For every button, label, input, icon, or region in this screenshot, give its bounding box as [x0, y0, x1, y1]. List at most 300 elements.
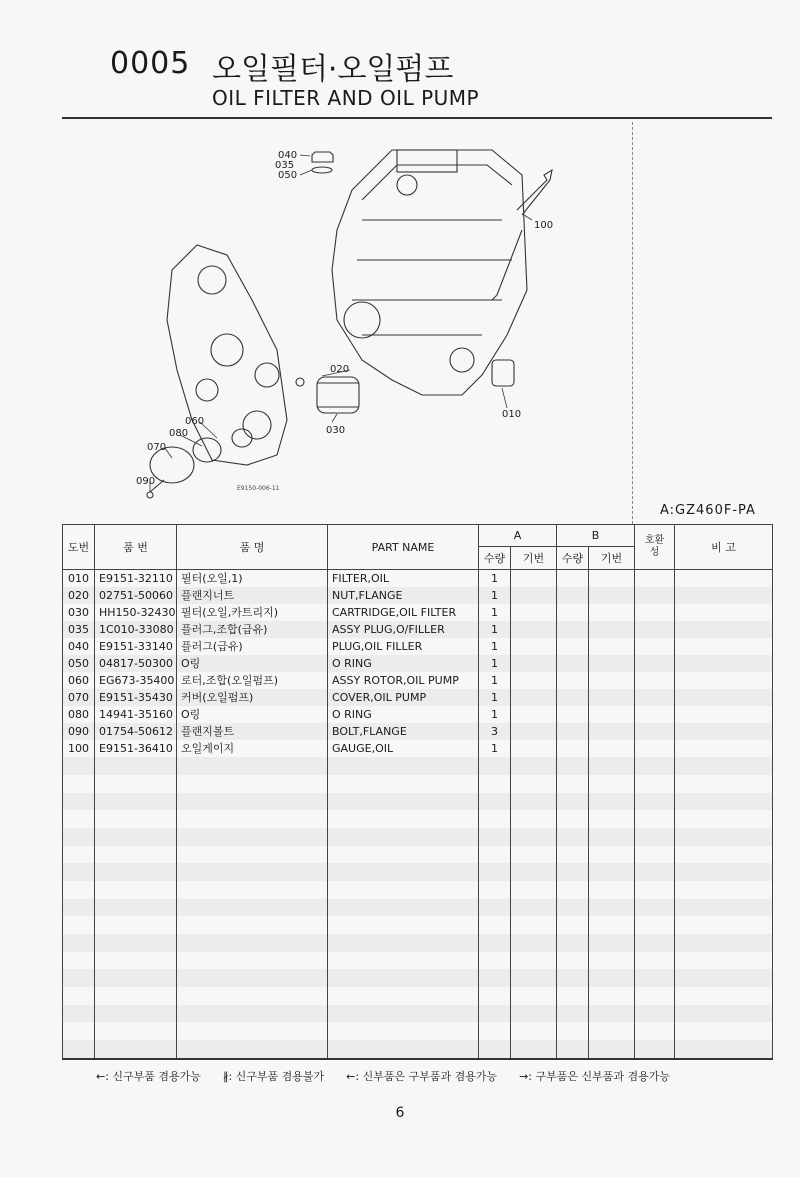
cell-empty — [479, 952, 511, 970]
cell-empty — [675, 1005, 773, 1023]
cell-part-no: 04817-50300 — [95, 655, 177, 672]
cell-empty — [95, 793, 177, 811]
cell-empty — [95, 899, 177, 917]
legend-item: ←: 신구부품 겸용가능 — [96, 1070, 201, 1083]
header-rule — [62, 117, 772, 119]
cell-empty — [557, 863, 589, 881]
cell-empty — [511, 604, 557, 621]
cell-empty — [557, 1022, 589, 1040]
cell-empty — [177, 828, 328, 846]
cell-empty — [675, 969, 773, 987]
table-row — [63, 621, 773, 638]
cell-empty — [589, 638, 635, 655]
cell-empty — [511, 863, 557, 881]
cell-empty — [557, 706, 589, 723]
cell-empty — [479, 863, 511, 881]
cell-empty — [557, 1040, 589, 1059]
cell-empty — [95, 1040, 177, 1059]
cell-empty — [635, 689, 675, 706]
cell-empty — [557, 969, 589, 987]
empty-row — [63, 881, 773, 899]
table-row — [63, 655, 773, 672]
callout-100: 100 — [534, 220, 554, 231]
cell-qty-a: 1 — [479, 706, 511, 723]
cell-empty — [95, 775, 177, 793]
cell-empty — [63, 757, 95, 775]
callout-070: 070 — [147, 442, 167, 453]
cell-name-ko: 필터(오일,카트리지) — [177, 604, 328, 621]
cell-empty — [177, 987, 328, 1005]
cell-empty — [328, 757, 479, 775]
cell-empty — [635, 952, 675, 970]
cell-empty — [557, 899, 589, 917]
cell-empty — [511, 952, 557, 970]
col-remarks: 비 고 — [675, 525, 773, 570]
cell-empty — [95, 969, 177, 987]
cell-empty — [95, 952, 177, 970]
cell-empty — [95, 810, 177, 828]
cell-part-no: E9151-33140 — [95, 638, 177, 655]
cell-empty — [328, 828, 479, 846]
cell-name-ko: O링 — [177, 706, 328, 723]
cell-empty — [589, 810, 635, 828]
cell-qty-a: 1 — [479, 672, 511, 689]
cell-empty — [63, 952, 95, 970]
cell-empty — [511, 934, 557, 952]
cell-empty — [635, 570, 675, 588]
cell-empty — [635, 621, 675, 638]
cell-empty — [177, 810, 328, 828]
cell-empty — [589, 881, 635, 899]
cell-empty — [557, 828, 589, 846]
cell-empty — [177, 846, 328, 864]
cell-part-no: 01754-50612 — [95, 723, 177, 740]
cell-empty — [589, 655, 635, 672]
cell-empty — [675, 1040, 773, 1059]
cell-empty — [635, 672, 675, 689]
cell-empty — [63, 899, 95, 917]
cell-empty — [675, 706, 773, 723]
cell-empty — [511, 1022, 557, 1040]
leader-lines — [150, 155, 532, 492]
cell-empty — [511, 655, 557, 672]
cell-empty — [557, 757, 589, 775]
empty-row — [63, 899, 773, 917]
cell-empty — [557, 604, 589, 621]
cell-empty — [511, 570, 557, 588]
col-basic-a: 기번 — [511, 547, 557, 570]
cell-empty — [95, 987, 177, 1005]
cell-empty — [589, 1005, 635, 1023]
cell-name-en: O RING — [328, 706, 479, 723]
cell-name-en: NUT,FLANGE — [328, 587, 479, 604]
empty-row — [63, 987, 773, 1005]
cell-empty — [63, 1040, 95, 1059]
cell-empty — [635, 638, 675, 655]
cell-empty — [557, 846, 589, 864]
cell-empty — [63, 969, 95, 987]
cell-empty — [63, 1022, 95, 1040]
cell-empty — [511, 757, 557, 775]
cell-qty-a: 1 — [479, 621, 511, 638]
callout-040: 040 — [278, 150, 298, 161]
section-title-korean: 오일필터·오일펌프 — [212, 52, 454, 87]
cell-empty — [95, 846, 177, 864]
cell-name-ko: 플러그(급유) — [177, 638, 328, 655]
cell-empty — [589, 587, 635, 604]
cell-qty-a: 1 — [479, 570, 511, 588]
cell-empty — [177, 934, 328, 952]
cell-empty — [328, 987, 479, 1005]
cell-empty — [635, 881, 675, 899]
cell-empty — [479, 757, 511, 775]
page-number: 6 — [395, 1105, 405, 1121]
cell-empty — [511, 706, 557, 723]
cell-empty — [177, 916, 328, 934]
callout-080: 080 — [169, 428, 189, 439]
cell-empty — [589, 828, 635, 846]
cell-empty — [328, 810, 479, 828]
cell-name-en: BOLT,FLANGE — [328, 723, 479, 740]
cell-empty — [589, 846, 635, 864]
cell-empty — [95, 916, 177, 934]
cell-empty — [479, 899, 511, 917]
cell-name-en: GAUGE,OIL — [328, 740, 479, 757]
empty-row — [63, 863, 773, 881]
cell-empty — [635, 757, 675, 775]
engine-block-drawing — [332, 150, 552, 395]
cell-empty — [328, 1005, 479, 1023]
cell-empty — [675, 810, 773, 828]
cell-empty — [95, 934, 177, 952]
page-header — [0, 0, 800, 120]
cell-qty-a: 1 — [479, 740, 511, 757]
col-ref: 도번 — [63, 525, 95, 570]
cell-empty — [557, 587, 589, 604]
callout-020: 020 — [330, 364, 350, 375]
table-row — [63, 689, 773, 706]
cell-empty — [328, 899, 479, 917]
cell-empty — [328, 863, 479, 881]
cell-part-no: E9151-35430 — [95, 689, 177, 706]
cell-empty — [635, 604, 675, 621]
empty-row — [63, 810, 773, 828]
cell-empty — [557, 689, 589, 706]
callout-010: 010 — [502, 409, 522, 420]
cell-empty — [511, 793, 557, 811]
section-number: 0005 — [110, 46, 191, 81]
cell-empty — [511, 638, 557, 655]
cell-empty — [328, 916, 479, 934]
empty-row — [63, 828, 773, 846]
legend-item: ∦: 신구부품 겸용불가 — [222, 1070, 325, 1083]
cell-empty — [63, 793, 95, 811]
cell-empty — [675, 899, 773, 917]
cell-name-ko: 커버(오일펌프) — [177, 689, 328, 706]
callout-035: 035 — [275, 160, 295, 171]
cell-empty — [589, 570, 635, 588]
empty-row — [63, 916, 773, 934]
cell-empty — [635, 655, 675, 672]
cell-empty — [479, 828, 511, 846]
cell-name-ko: 플랜지너트 — [177, 587, 328, 604]
cell-ref: 050 — [63, 655, 95, 672]
cell-empty — [511, 775, 557, 793]
cell-empty — [635, 828, 675, 846]
cell-name-ko: 로터,조합(오일펌프) — [177, 672, 328, 689]
cell-empty — [95, 881, 177, 899]
cell-empty — [511, 810, 557, 828]
cell-name-en: FILTER,OIL — [328, 570, 479, 588]
cell-empty — [675, 987, 773, 1005]
cell-empty — [557, 881, 589, 899]
cell-qty-a: 3 — [479, 723, 511, 740]
cell-empty — [589, 604, 635, 621]
cell-name-ko: 필터(오일,1) — [177, 570, 328, 588]
cell-empty — [511, 1040, 557, 1059]
cell-empty — [589, 706, 635, 723]
cell-empty — [675, 672, 773, 689]
cell-ref: 030 — [63, 604, 95, 621]
cell-part-no: 1C010-33080 — [95, 621, 177, 638]
cell-name-ko: 오일게이지 — [177, 740, 328, 757]
cell-empty — [511, 846, 557, 864]
cell-name-en: CARTRIDGE,OIL FILTER — [328, 604, 479, 621]
cell-ref: 060 — [63, 672, 95, 689]
cell-empty — [95, 863, 177, 881]
cell-empty — [511, 987, 557, 1005]
cell-empty — [557, 952, 589, 970]
cell-empty — [328, 881, 479, 899]
cell-empty — [511, 689, 557, 706]
cell-empty — [177, 793, 328, 811]
parts-table-body — [63, 570, 773, 1060]
cell-empty — [675, 934, 773, 952]
section-title-english: OIL FILTER AND OIL PUMP — [212, 86, 480, 110]
cell-empty — [177, 952, 328, 970]
cell-empty — [328, 1040, 479, 1059]
cell-empty — [557, 916, 589, 934]
cell-empty — [675, 621, 773, 638]
cell-empty — [589, 987, 635, 1005]
cell-name-en: COVER,OIL PUMP — [328, 689, 479, 706]
cell-empty — [675, 638, 773, 655]
cell-empty — [479, 987, 511, 1005]
cell-qty-a: 1 — [479, 604, 511, 621]
callout-090: 090 — [136, 476, 156, 487]
cell-empty — [63, 828, 95, 846]
cell-name-en: ASSY ROTOR,OIL PUMP — [328, 672, 479, 689]
cell-empty — [63, 863, 95, 881]
cell-empty — [675, 740, 773, 757]
table-row — [63, 723, 773, 740]
cell-empty — [589, 1040, 635, 1059]
cell-empty — [63, 916, 95, 934]
cell-empty — [511, 1005, 557, 1023]
cell-empty — [675, 570, 773, 588]
cell-empty — [557, 655, 589, 672]
cell-empty — [635, 810, 675, 828]
cell-empty — [557, 934, 589, 952]
empty-row — [63, 793, 773, 811]
cell-empty — [177, 1005, 328, 1023]
cell-name-en: PLUG,OIL FILLER — [328, 638, 479, 655]
cell-empty — [557, 810, 589, 828]
drawing-number: E9150-006-11 — [237, 485, 280, 492]
empty-row — [63, 846, 773, 864]
cell-empty — [95, 828, 177, 846]
cell-ref: 070 — [63, 689, 95, 706]
cell-empty — [479, 1005, 511, 1023]
callout-030: 030 — [326, 425, 346, 436]
cell-qty-a: 1 — [479, 638, 511, 655]
cell-empty — [479, 1040, 511, 1059]
cell-empty — [63, 987, 95, 1005]
cell-empty — [328, 934, 479, 952]
cell-ref: 100 — [63, 740, 95, 757]
table-row — [63, 672, 773, 689]
cell-ref: 080 — [63, 706, 95, 723]
cell-name-en: ASSY PLUG,O/FILLER — [328, 621, 479, 638]
cell-empty — [479, 775, 511, 793]
cell-ref: 020 — [63, 587, 95, 604]
cell-empty — [675, 655, 773, 672]
cell-empty — [589, 723, 635, 740]
cell-part-no: EG673-35400 — [95, 672, 177, 689]
cell-part-no: HH150-32430 — [95, 604, 177, 621]
cell-empty — [635, 723, 675, 740]
cell-empty — [557, 621, 589, 638]
cell-part-no: 14941-35160 — [95, 706, 177, 723]
cell-empty — [675, 604, 773, 621]
cell-empty — [675, 881, 773, 899]
cell-empty — [177, 1022, 328, 1040]
cell-empty — [675, 846, 773, 864]
cell-empty — [557, 793, 589, 811]
cell-empty — [63, 934, 95, 952]
diagram-divider — [632, 122, 633, 524]
cell-qty-a: 1 — [479, 655, 511, 672]
cell-empty — [511, 916, 557, 934]
cell-empty — [635, 1040, 675, 1059]
cell-empty — [635, 775, 675, 793]
cell-empty — [557, 775, 589, 793]
cell-empty — [675, 863, 773, 881]
cell-empty — [63, 881, 95, 899]
cell-empty — [63, 846, 95, 864]
cell-empty — [479, 881, 511, 899]
col-name-en: PART NAME — [328, 525, 479, 570]
cell-empty — [589, 740, 635, 757]
cell-empty — [328, 846, 479, 864]
col-group-a: A — [479, 525, 557, 547]
empty-row — [63, 1040, 773, 1059]
cell-empty — [675, 952, 773, 970]
cell-empty — [511, 723, 557, 740]
empty-row — [63, 1005, 773, 1023]
empty-row — [63, 934, 773, 952]
cell-empty — [177, 899, 328, 917]
cell-qty-a: 1 — [479, 689, 511, 706]
cell-empty — [63, 1005, 95, 1023]
cell-name-ko: O링 — [177, 655, 328, 672]
cell-empty — [479, 916, 511, 934]
legend-item: ←: 신부품은 구부품과 겸용가능 — [346, 1070, 498, 1083]
cell-empty — [511, 740, 557, 757]
cell-empty — [557, 723, 589, 740]
cell-empty — [557, 740, 589, 757]
cell-empty — [635, 899, 675, 917]
cell-empty — [511, 587, 557, 604]
oil-filter-drawing — [296, 152, 514, 413]
col-interchange: 호환성 — [635, 525, 675, 570]
cell-empty — [328, 793, 479, 811]
cell-name-ko: 플랜지볼트 — [177, 723, 328, 740]
cell-empty — [589, 969, 635, 987]
cell-empty — [635, 587, 675, 604]
cell-empty — [589, 775, 635, 793]
cell-ref: 010 — [63, 570, 95, 588]
cell-empty — [63, 775, 95, 793]
cell-empty — [589, 672, 635, 689]
cell-empty — [589, 621, 635, 638]
cell-name-ko: 플러그,조합(급유) — [177, 621, 328, 638]
cell-empty — [557, 672, 589, 689]
cell-empty — [479, 793, 511, 811]
table-row — [63, 587, 773, 604]
cell-empty — [675, 775, 773, 793]
col-qty-b: 수량 — [557, 547, 589, 570]
cell-empty — [589, 934, 635, 952]
cell-name-en: O RING — [328, 655, 479, 672]
cell-empty — [479, 846, 511, 864]
cell-empty — [635, 740, 675, 757]
cell-empty — [557, 570, 589, 588]
cell-ref: 035 — [63, 621, 95, 638]
parts-table-header — [63, 525, 773, 570]
cell-part-no: 02751-50060 — [95, 587, 177, 604]
cell-empty — [675, 757, 773, 775]
table-row — [63, 740, 773, 757]
cell-empty — [589, 863, 635, 881]
cell-qty-a: 1 — [479, 587, 511, 604]
col-group-b: B — [557, 525, 635, 547]
cell-empty — [557, 1005, 589, 1023]
col-qty-a: 수량 — [479, 547, 511, 570]
cell-empty — [557, 987, 589, 1005]
cell-empty — [675, 828, 773, 846]
cell-empty — [511, 899, 557, 917]
cell-empty — [589, 916, 635, 934]
empty-row — [63, 1022, 773, 1040]
parts-table — [62, 524, 773, 1060]
empty-row — [63, 969, 773, 987]
cell-empty — [511, 881, 557, 899]
cell-empty — [177, 757, 328, 775]
cell-part-no: E9151-32110 — [95, 570, 177, 588]
model-code: A:GZ460F-PA — [660, 503, 756, 518]
cell-empty — [635, 934, 675, 952]
cell-empty — [635, 846, 675, 864]
cell-empty — [177, 969, 328, 987]
cell-empty — [511, 672, 557, 689]
cell-empty — [675, 916, 773, 934]
callout-060: 060 — [185, 416, 205, 427]
cell-empty — [635, 969, 675, 987]
col-part-no: 품 번 — [95, 525, 177, 570]
cell-empty — [675, 1022, 773, 1040]
cell-empty — [635, 987, 675, 1005]
